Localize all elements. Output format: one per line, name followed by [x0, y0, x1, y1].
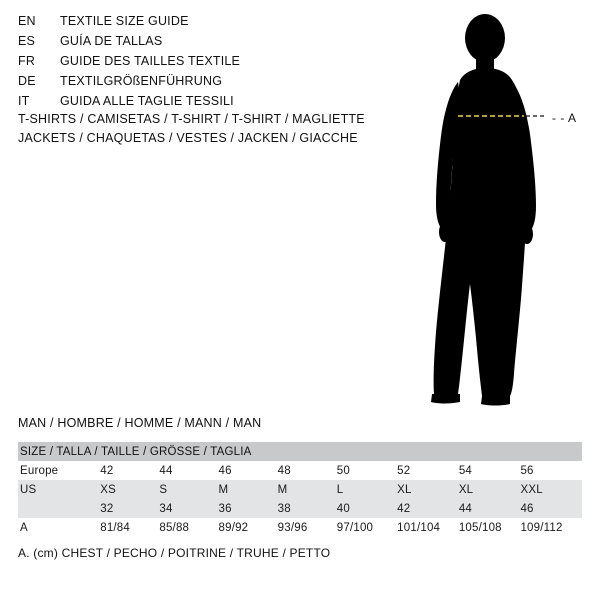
table-cell: XXL [520, 480, 582, 499]
table-cell: M [219, 480, 278, 499]
table-cell: 85/88 [159, 518, 218, 537]
language-code: DE [18, 74, 36, 88]
table-cell: 101/104 [397, 518, 459, 537]
table-cell: 54 [459, 461, 521, 480]
table-header-label: SIZE / TALLA / TAILLE / GRÖSSE / TAGLIA [18, 442, 582, 461]
language-code: ES [18, 34, 36, 48]
table-cell: 46 [219, 461, 278, 480]
language-row [18, 74, 398, 94]
language-title: GUIDE DES TAILLES TEXTILE [60, 54, 241, 68]
table-header-row [18, 442, 582, 461]
silhouette-icon [400, 8, 600, 408]
table-row [18, 461, 582, 480]
table-cell: S [159, 480, 218, 499]
table-cell: 56 [520, 461, 582, 480]
row-label: A [18, 518, 100, 537]
row-label: Europe [18, 461, 100, 480]
table-cell: 40 [337, 499, 397, 518]
table-cell: 97/100 [337, 518, 397, 537]
table-row [18, 518, 582, 537]
language-list [18, 14, 398, 114]
category-list [18, 110, 438, 148]
row-label [18, 499, 100, 518]
table-cell: 48 [278, 461, 337, 480]
table-cell: 50 [337, 461, 397, 480]
row-label: US [18, 480, 100, 499]
table-cell: 81/84 [100, 518, 159, 537]
table-cell: 109/112 [520, 518, 582, 537]
table-cell: XL [397, 480, 459, 499]
table-cell: L [337, 480, 397, 499]
table-cell: 42 [100, 461, 159, 480]
footnote: A. (cm) CHEST / PECHO / POITRINE / TRUHE / PETTO [18, 546, 331, 560]
language-code: IT [18, 94, 30, 108]
language-code: FR [18, 54, 36, 68]
table-title: MAN / HOMBRE / HOMME / MANN / MAN [18, 416, 262, 430]
chest-measure-label: - - A [552, 111, 577, 125]
table-cell: 46 [520, 499, 582, 518]
language-title: TEXTILGRÖßENFÜHRUNG [60, 74, 223, 88]
table-cell: 93/96 [278, 518, 337, 537]
table-cell: 52 [397, 461, 459, 480]
language-title: GUÍA DE TALLAS [60, 34, 163, 48]
table-cell: 105/108 [459, 518, 521, 537]
language-row [18, 34, 398, 54]
language-row [18, 54, 398, 74]
table-cell: M [278, 480, 337, 499]
table-cell: XS [100, 480, 159, 499]
table-row [18, 499, 582, 518]
table-cell: XL [459, 480, 521, 499]
language-code: EN [18, 14, 36, 28]
table-cell: 44 [459, 499, 521, 518]
language-title: TEXTILE SIZE GUIDE [60, 14, 189, 28]
table-cell: 34 [159, 499, 218, 518]
language-title: GUIDA ALLE TAGLIE TESSILI [60, 94, 234, 108]
language-row [18, 14, 398, 34]
size-table [18, 442, 582, 537]
male-silhouette-figure [400, 8, 600, 408]
table-cell: 38 [278, 499, 337, 518]
category-jackets: JACKETS / CHAQUETAS / VESTES / JACKEN / GIACCHE [18, 131, 358, 145]
table-cell: 89/92 [219, 518, 278, 537]
table-cell: 32 [100, 499, 159, 518]
category-tshirts: T-SHIRTS / CAMISETAS / T-SHIRT / T-SHIRT / MAGLIETTE [18, 112, 365, 126]
table-cell: 36 [219, 499, 278, 518]
table-row [18, 480, 582, 499]
table-cell: 44 [159, 461, 218, 480]
table-cell: 42 [397, 499, 459, 518]
